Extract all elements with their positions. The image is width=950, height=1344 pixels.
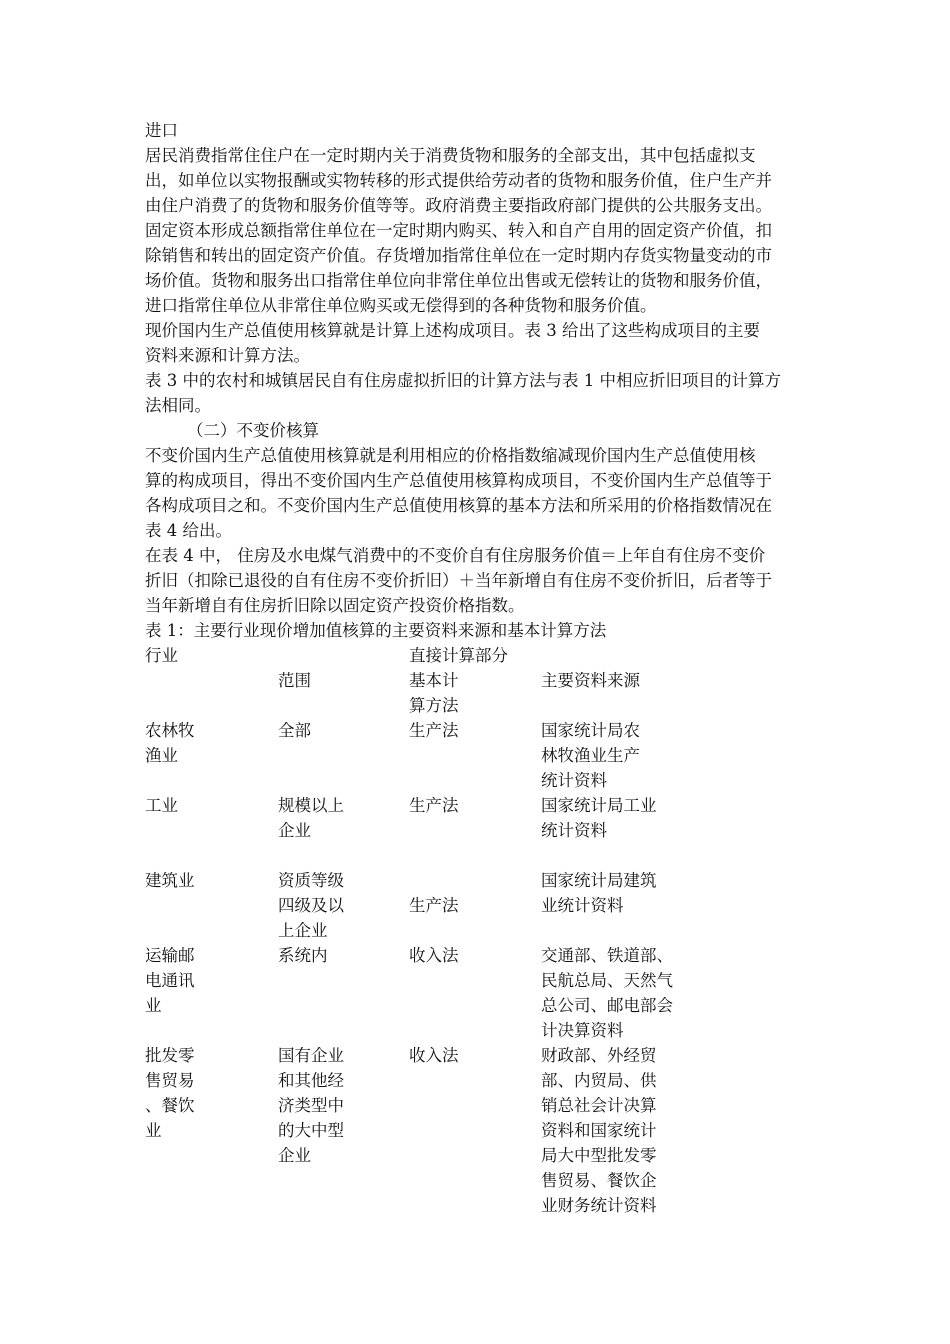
table-row-method: 生产法 xyxy=(409,721,459,740)
text-line: 场价值。货物和服务出口指常住单位向非常住单位出售或无偿转让的货物和服务价值， xyxy=(145,271,772,290)
table-row-source: 交通部、铁道部、 民航总局、天然气 总公司、邮电部会 计决算资料 xyxy=(541,946,673,1040)
text-line: 除销售和转出的固定资产价值。存货增加指常住单位在一定时期内存货实物量变动的市 xyxy=(145,246,772,265)
table-header-source: 主要资料来源 xyxy=(541,671,640,690)
text-line: 算的构成项目，得出不变价国内生产总值使用核算构成项目，不变价国内生产总值等于 xyxy=(145,471,772,490)
text-line: 表 3 中的农村和城镇居民自有住房虚拟折旧的计算方法与表 1 中相应折旧项目的计算方 xyxy=(145,371,781,390)
text-line: 现价国内生产总值使用核算就是计算上述构成项目。表 3 给出了这些构成项目的主要 xyxy=(145,321,760,340)
text-line: 法相同。 xyxy=(145,396,211,415)
table-row-industry: 农林牧 渔业 xyxy=(145,721,195,765)
table-header-industry: 行业 xyxy=(145,646,178,665)
table-row-method: 生产法 xyxy=(409,896,459,915)
body-text xyxy=(145,118,810,643)
table-row-industry: 运输邮 电通讯 业 xyxy=(145,946,195,1015)
text-line: 当年新增自有住房折旧除以固定资产投资价格指数。 xyxy=(145,596,525,615)
table-row-method: 生产法 xyxy=(409,796,459,815)
table-row-industry: 批发零 售贸易 、餐饮 业 xyxy=(145,1046,195,1140)
text-line: 各构成项目之和。不变价国内生产总值使用核算的基本方法和所采用的价格指数情况在 xyxy=(145,496,772,515)
document-page xyxy=(145,118,810,1215)
table-row-scope: 国有企业 和其他经 济类型中 的大中型 企业 xyxy=(278,1046,344,1165)
table-header-method: 基本计 算方法 xyxy=(409,671,459,715)
table-row-industry: 建筑业 xyxy=(145,871,195,890)
table-header-scope: 范围 xyxy=(278,671,311,690)
table-row-scope: 规模以上 企业 xyxy=(278,796,344,840)
table-row-scope: 资质等级 四级及以 上企业 xyxy=(278,871,344,940)
table-row-source: 国家统计局工业 统计资料 xyxy=(541,796,657,840)
text-line: 进口指常住单位从非常住单位购买或无偿得到的各种货物和服务价值。 xyxy=(145,296,657,315)
text-line: 由住户消费了的货物和服务价值等等。政府消费主要指政府部门提供的公共服务支出。 xyxy=(145,196,772,215)
text-line: 居民消费指常住住户在一定时期内关于消费货物和服务的全部支出，其中包括虚拟支 xyxy=(145,146,756,165)
section-heading: （二）不变价核算 xyxy=(187,421,319,440)
text-line: 出，如单位以实物报酬或实物转移的形式提供给劳动者的货物和服务价值，住户生产并 xyxy=(145,171,772,190)
text-line: 不变价国内生产总值使用核算就是利用相应的价格指数缩减现价国内生产总值使用核 xyxy=(145,446,756,465)
text-line: 资料来源和计算方法。 xyxy=(145,346,310,365)
table-row-method: 收入法 xyxy=(409,946,459,965)
table-row-source: 国家统计局农 林牧渔业生产 统计资料 xyxy=(541,721,640,790)
text-line: 固定资本形成总额指常住单位在一定时期内购买、转入和自产自用的固定资产价值，扣 xyxy=(145,221,772,240)
table-caption: 表 1：主要行业现价增加值核算的主要资料来源和基本计算方法 xyxy=(145,621,607,640)
text-line: 折旧（扣除已退役的自有住房不变价折旧）＋当年新增自有住房不变价折旧，后者等于 xyxy=(145,571,772,590)
text-line: 在表 4 中， 住房及水电煤气消费中的不变价自有住房服务价值＝上年自有住房不变价 xyxy=(145,546,766,565)
text-line: 表 4 给出。 xyxy=(145,521,232,540)
data-table xyxy=(145,643,810,1215)
table-row-scope: 系统内 xyxy=(278,946,328,965)
text-line: 进口 xyxy=(145,121,178,140)
table-row-source: 财政部、外经贸 部、内贸局、供 销总社会计决算 资料和国家统计 局大中型批发零 售贸易、餐饮企 业财务统计资料 xyxy=(541,1046,657,1215)
table-row-scope: 全部 xyxy=(278,721,311,740)
table-header-group: 直接计算部分 xyxy=(409,646,508,665)
table-row-industry: 工业 xyxy=(145,796,178,815)
table-row-method: 收入法 xyxy=(409,1046,459,1065)
table-row-source: 国家统计局建筑 业统计资料 xyxy=(541,871,657,915)
